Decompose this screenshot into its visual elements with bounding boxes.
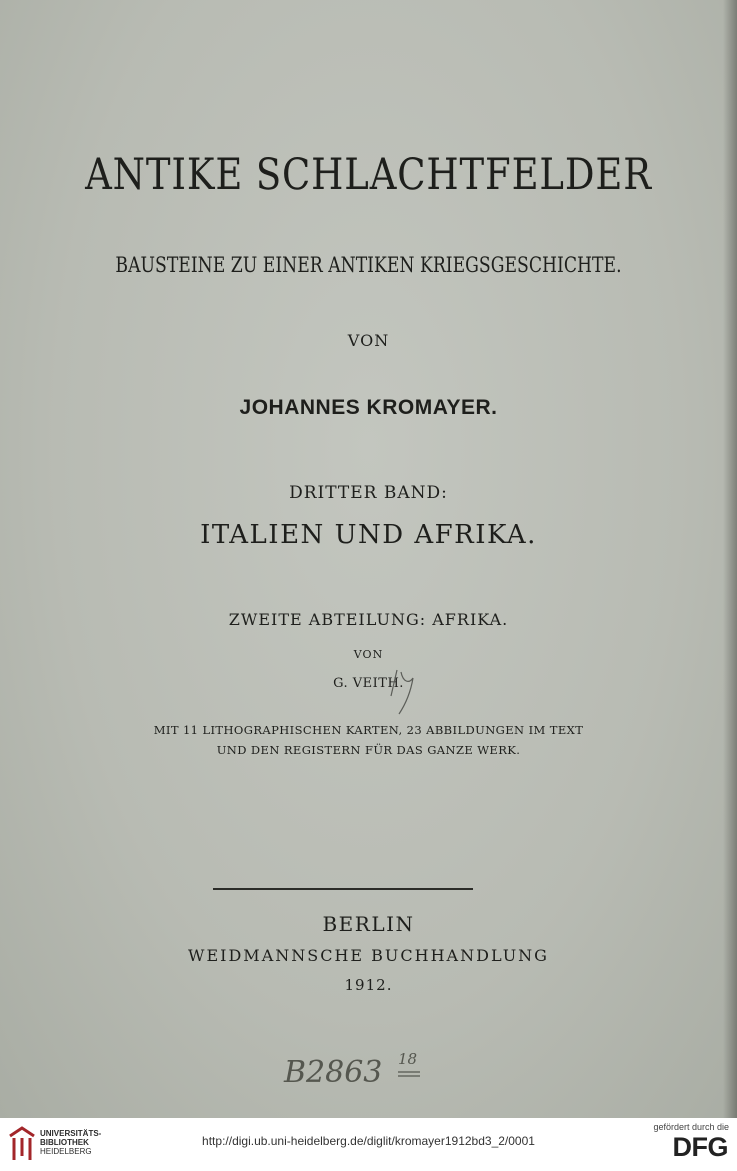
- volume-title: ITALIEN UND AFRIKA.: [200, 520, 537, 550]
- by-label: VON: [347, 331, 390, 350]
- divider-rule: [213, 888, 473, 890]
- dfg-logo: DFG: [672, 1132, 728, 1162]
- book-subtitle: BAUSTEINE ZU EINER ANTIKEN KRIEGSGESCHICHTE.: [115, 253, 622, 277]
- book-title: ANTIKE SCHLACHTFELDER: [85, 150, 652, 200]
- funding-label: gefördert durch die: [653, 1122, 729, 1132]
- publication-year: 1912.: [344, 976, 393, 994]
- section-label: ZWEITE ABTEILUNG: AFRIKA.: [228, 610, 509, 629]
- volume-label: DRITTER BAND:: [289, 483, 448, 503]
- author-name: JOHANNES KROMAYER.: [239, 396, 498, 419]
- library-line-3: HEIDELBERG: [40, 1147, 92, 1156]
- shelfmark-superscript: 18: [398, 1050, 418, 1068]
- publisher-name: WEIDMANNSCHE BUCHHANDLUNG: [188, 946, 549, 965]
- library-line-2: BIBLIOTHEK: [40, 1138, 89, 1147]
- library-line-1: UNIVERSITÄTS-: [40, 1129, 102, 1138]
- handwritten-annotation: [383, 668, 433, 718]
- handwritten-shelfmark: [280, 1044, 430, 1089]
- section-author: G. VEITH.: [333, 676, 404, 691]
- shelfmark-text: B2863: [284, 1055, 383, 1089]
- contents-note-line-2: UND DEN REGISTERN FÜR DAS GANZE WERK.: [216, 743, 521, 757]
- viewer-footer: [0, 1118, 737, 1171]
- contents-note-line-1: MIT 11 LITHOGRAPHISCHEN KARTEN, 23 ABBILDUNGEN IM TEXT: [153, 723, 584, 737]
- section-by-label: VON: [353, 648, 384, 661]
- permalink-url[interactable]: http://digi.ub.uni-heidelberg.de/diglit/kromayer1912bd3_2/0001: [202, 1134, 535, 1148]
- publication-city: BERLIN: [322, 912, 415, 936]
